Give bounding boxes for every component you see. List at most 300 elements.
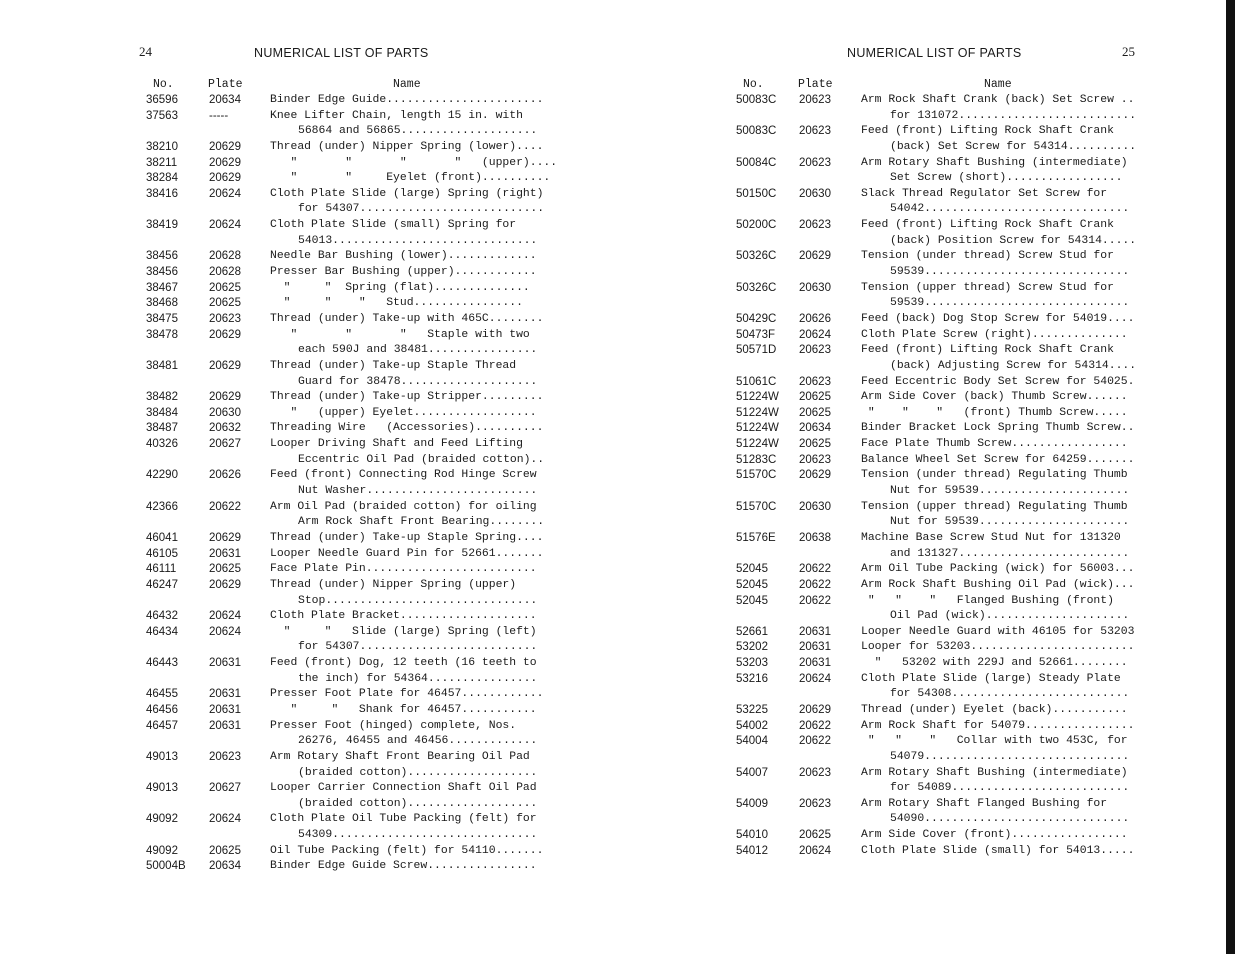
- part-row: [143, 625, 563, 641]
- part-row-continuation: [733, 547, 1153, 563]
- plate-number: 20628: [209, 250, 241, 263]
- part-name: 54090..............................: [890, 813, 1130, 826]
- part-row-continuation: [143, 828, 563, 844]
- part-row: [143, 578, 563, 594]
- plate-number: 20631: [799, 641, 831, 654]
- part-name: Thread (under) Take-up Staple Thread: [270, 359, 517, 372]
- column-header-name: Name: [393, 78, 421, 91]
- part-number: 46434: [146, 625, 178, 638]
- part-name: " " " (front) Thumb Screw.....: [861, 406, 1128, 419]
- part-name: and 131327.........................: [890, 547, 1130, 560]
- plate-number: 20622: [799, 578, 831, 591]
- part-number: 54009: [736, 797, 768, 810]
- plate-number: 20622: [799, 594, 831, 607]
- plate-number: 20622: [209, 500, 241, 513]
- part-row-continuation: [733, 687, 1153, 703]
- part-name: Presser Bar Bushing (upper)............: [270, 266, 537, 279]
- plate-number: 20630: [799, 281, 831, 294]
- part-name: Feed (front) Dog, 12 teeth (16 teeth to: [270, 657, 537, 670]
- part-row: [143, 156, 563, 172]
- part-row-continuation: [143, 672, 563, 688]
- part-row: [733, 844, 1153, 860]
- part-name: Guard for 38478....................: [298, 375, 538, 388]
- part-row: [143, 312, 563, 328]
- part-name: Cloth Plate Slide (small) for 54013.....: [861, 844, 1135, 857]
- plate-number: 20631: [209, 547, 241, 560]
- plate-number: 20627: [209, 782, 241, 795]
- plate-number: 20630: [209, 406, 241, 419]
- part-number: 54002: [736, 719, 768, 732]
- plate-number: 20625: [799, 829, 831, 842]
- part-name: Thread (under) Take-up Staple Spring....: [270, 531, 544, 544]
- plate-number: 20634: [799, 422, 831, 435]
- part-number: 38468: [146, 297, 178, 310]
- plate-number: 20624: [799, 844, 831, 857]
- part-row: [733, 531, 1153, 547]
- part-name: for 54307...........................: [298, 203, 545, 216]
- part-name: Binder Edge Guide Screw................: [270, 860, 537, 873]
- part-number: 46247: [146, 578, 178, 591]
- part-row: [143, 93, 563, 109]
- part-row: [733, 453, 1153, 469]
- part-name: " " Spring (flat)..............: [270, 281, 530, 294]
- part-number: 49013: [146, 782, 178, 795]
- part-name: Looper for 53203........................: [861, 641, 1135, 654]
- part-name: Arm Rock Shaft Crank (back) Set Screw ..: [861, 94, 1135, 106]
- part-number: 38456: [146, 266, 178, 279]
- part-row-continuation: [143, 734, 563, 750]
- part-number: 49092: [146, 844, 178, 857]
- part-number: 38482: [146, 391, 178, 404]
- plate-number: 20624: [799, 672, 831, 685]
- part-name: (back) Adjusting Screw for 54314....: [890, 359, 1137, 372]
- part-number: 53203: [736, 657, 768, 670]
- part-row-continuation: [143, 202, 563, 218]
- plate-number: 20624: [209, 813, 241, 826]
- plate-number: 20629: [209, 140, 241, 153]
- part-number: 46041: [146, 531, 178, 544]
- part-number: 50473F: [736, 328, 776, 341]
- part-number: 49013: [146, 750, 178, 763]
- part-name: 54042..............................: [890, 203, 1130, 216]
- right-page: [733, 0, 1153, 954]
- part-row: [733, 734, 1153, 750]
- part-number: 38487: [146, 422, 178, 435]
- plate-number: 20638: [799, 531, 831, 544]
- part-row: [733, 124, 1153, 140]
- plate-number: 20631: [209, 688, 241, 701]
- part-row: [733, 187, 1153, 203]
- part-number: 50326C: [736, 281, 777, 294]
- part-name: Feed (front) Lifting Rock Shaft Crank: [861, 125, 1114, 138]
- plate-number: 20623: [799, 453, 831, 466]
- part-row: [143, 296, 563, 312]
- plate-number: 20630: [799, 187, 831, 200]
- part-name: Machine Base Screw Stud Nut for 131320: [861, 531, 1121, 544]
- part-number: 50083C: [736, 125, 777, 138]
- part-row: [733, 594, 1153, 610]
- plate-number: 20632: [209, 422, 241, 435]
- part-name: Feed (front) Lifting Rock Shaft Crank: [861, 344, 1114, 357]
- plate-number: 20623: [799, 94, 831, 106]
- plate-number: -----: [209, 109, 229, 122]
- part-name: Binder Edge Guide.......................: [270, 94, 544, 106]
- part-name: Arm Rotary Shaft Flanged Bushing for: [861, 797, 1108, 810]
- part-name: Balance Wheel Set Screw for 64259.......: [861, 453, 1135, 466]
- part-row: [733, 703, 1153, 719]
- plate-number: 20629: [209, 172, 241, 185]
- plate-number: 20629: [799, 250, 831, 263]
- part-number: 53225: [736, 703, 768, 716]
- plate-number: 20623: [799, 797, 831, 810]
- part-name: Feed (back) Dog Stop Screw for 54019....: [861, 312, 1135, 325]
- part-row: [733, 343, 1153, 359]
- plate-number: 20625: [209, 563, 241, 576]
- part-name: Eccentric Oil Pad (braided cotton)..: [298, 453, 545, 466]
- part-row: [733, 672, 1153, 688]
- part-row: [733, 421, 1153, 437]
- part-name: Nut for 59539......................: [890, 516, 1130, 529]
- part-name: for 131072..........................: [890, 109, 1137, 122]
- parts-list: [733, 93, 1153, 859]
- part-number: 50200C: [736, 219, 777, 232]
- plate-number: 20623: [799, 156, 831, 169]
- part-row: [733, 281, 1153, 297]
- part-row-continuation: [733, 515, 1153, 531]
- plate-number: 20634: [209, 94, 241, 106]
- part-name: Thread (under) Eyelet (back)...........: [861, 703, 1128, 716]
- part-name: Looper Needle Guard Pin for 52661.......: [270, 547, 544, 560]
- part-row: [143, 531, 563, 547]
- part-name: Thread (under) Take-up with 465C........: [270, 312, 544, 325]
- part-number: 54007: [736, 766, 768, 779]
- page-number: 24: [139, 44, 152, 59]
- part-row-continuation: [733, 234, 1153, 250]
- column-header-name: Name: [984, 78, 1012, 91]
- part-row: [143, 547, 563, 563]
- part-number: 42366: [146, 500, 178, 513]
- part-row: [733, 375, 1153, 391]
- part-number: 46111: [146, 563, 177, 576]
- part-name: " " " Collar with two 453C, for: [861, 735, 1128, 748]
- part-row: [733, 640, 1153, 656]
- part-number: 51224W: [736, 391, 779, 404]
- part-name: Oil Tube Packing (felt) for 54110.......: [270, 844, 544, 857]
- plate-number: 20622: [799, 735, 831, 748]
- part-name: Arm Rock Shaft Front Bearing........: [298, 516, 545, 529]
- part-row: [733, 468, 1153, 484]
- plate-number: 20623: [799, 766, 831, 779]
- part-name: Threading Wire (Accessories)..........: [270, 422, 544, 435]
- part-name: 54079..............................: [890, 750, 1130, 763]
- part-row: [143, 281, 563, 297]
- part-row: [733, 390, 1153, 406]
- part-name: Arm Rock Shaft for 54079................: [861, 719, 1135, 732]
- part-number: 50571D: [736, 344, 777, 357]
- part-row: [733, 93, 1153, 109]
- part-name: Cloth Plate Oil Tube Packing (felt) for: [270, 813, 537, 826]
- part-number: 38211: [146, 156, 178, 169]
- part-name: Feed (front) Lifting Rock Shaft Crank: [861, 219, 1114, 232]
- part-number: 51061C: [736, 375, 777, 388]
- plate-number: 20627: [209, 438, 241, 451]
- part-name: (back) Set Screw for 54314..........: [890, 140, 1137, 153]
- part-row: [143, 171, 563, 187]
- part-number: 52045: [736, 578, 768, 591]
- part-row: [143, 500, 563, 516]
- part-row: [143, 437, 563, 453]
- plate-number: 20629: [209, 391, 241, 404]
- book-spine-edge: [1226, 0, 1235, 954]
- part-name: Thread (under) Nipper Spring (upper): [270, 578, 517, 591]
- part-row-continuation: [143, 515, 563, 531]
- part-row: [733, 312, 1153, 328]
- part-name: for 54307..........................: [298, 641, 538, 654]
- part-number: 46457: [146, 719, 178, 732]
- part-number: 38210: [146, 140, 178, 153]
- part-name: Cloth Plate Slide (large) Steady Plate: [861, 672, 1121, 685]
- part-name: Binder Bracket Lock Spring Thumb Screw..: [861, 422, 1135, 435]
- part-name: (back) Position Screw for 54314.....: [890, 234, 1137, 247]
- part-row: [143, 812, 563, 828]
- plate-number: 20625: [209, 281, 241, 294]
- part-name: 56864 and 56865....................: [298, 125, 538, 138]
- part-number: 46432: [146, 610, 178, 623]
- part-number: 49092: [146, 813, 178, 826]
- part-row: [733, 766, 1153, 782]
- part-number: 51224W: [736, 438, 779, 451]
- part-number: 50326C: [736, 250, 777, 263]
- plate-number: 20625: [799, 406, 831, 419]
- part-number: 46105: [146, 547, 178, 560]
- part-name: " " " Flanged Bushing (front): [861, 594, 1114, 607]
- part-name: Arm Oil Pad (braided cotton) for oiling: [270, 500, 537, 513]
- plate-number: 20631: [209, 703, 241, 716]
- part-row-continuation: [733, 171, 1153, 187]
- part-name: 59539..............................: [890, 266, 1130, 279]
- plate-number: 20625: [799, 391, 831, 404]
- part-row: [733, 328, 1153, 344]
- plate-number: 20623: [209, 312, 241, 325]
- plate-number: 20629: [209, 578, 241, 591]
- part-name: Cloth Plate Screw (right)..............: [861, 328, 1128, 341]
- page-number: 25: [1122, 44, 1135, 59]
- part-name: each 590J and 38481................: [298, 344, 538, 357]
- part-number: 38484: [146, 406, 178, 419]
- part-name: " " Slide (large) Spring (left): [270, 625, 537, 638]
- part-name: Arm Oil Tube Packing (wick) for 56003...: [861, 563, 1135, 576]
- part-row: [143, 265, 563, 281]
- part-name: Arm Side Cover (back) Thumb Screw......: [861, 391, 1128, 404]
- part-row-continuation: [143, 375, 563, 391]
- column-header-plate: Plate: [798, 78, 833, 91]
- plate-number: 20629: [799, 703, 831, 716]
- plate-number: 20629: [209, 531, 241, 544]
- part-name: (braided cotton)...................: [298, 797, 538, 810]
- part-row-continuation: [143, 594, 563, 610]
- part-row-continuation: [733, 781, 1153, 797]
- part-row-continuation: [143, 124, 563, 140]
- part-name: Feed (front) Connecting Rod Hinge Screw: [270, 469, 537, 482]
- column-header-no: No.: [743, 78, 764, 91]
- part-number: 42290: [146, 469, 178, 482]
- part-name: Knee Lifter Chain, length 15 in. with: [270, 109, 523, 122]
- part-row-continuation: [733, 484, 1153, 500]
- part-row: [143, 140, 563, 156]
- part-row-continuation: [143, 766, 563, 782]
- part-number: 51570C: [736, 500, 777, 513]
- part-number: 54004: [736, 735, 768, 748]
- part-number: 53202: [736, 641, 768, 654]
- part-number: 38467: [146, 281, 178, 294]
- part-number: 53216: [736, 672, 768, 685]
- part-name: (braided cotton)...................: [298, 766, 538, 779]
- plate-number: 20631: [209, 719, 241, 732]
- part-row: [733, 625, 1153, 641]
- part-number: 54010: [736, 829, 768, 842]
- part-name: Feed Eccentric Body Set Screw for 54025.: [861, 375, 1135, 388]
- part-name: Face Plate Thumb Screw.................: [861, 438, 1128, 451]
- part-number: 51224W: [736, 406, 779, 419]
- part-name: Tension (upper thread) Screw Stud for: [861, 281, 1114, 294]
- plate-number: 20623: [209, 750, 241, 763]
- part-name: Set Screw (short).................: [890, 172, 1123, 185]
- plate-number: 20625: [209, 844, 241, 857]
- part-name: 54013..............................: [298, 234, 538, 247]
- part-number: 38284: [146, 172, 178, 185]
- part-row-continuation: [733, 140, 1153, 156]
- part-row: [733, 656, 1153, 672]
- part-number: 51576E: [736, 531, 776, 544]
- part-row-continuation: [143, 484, 563, 500]
- part-row: [733, 562, 1153, 578]
- part-row: [733, 797, 1153, 813]
- part-number: 38416: [146, 187, 178, 200]
- plate-number: 20624: [209, 187, 241, 200]
- part-name: Stop...............................: [298, 594, 538, 607]
- part-name: " " " Staple with two: [270, 328, 530, 341]
- plate-number: 20628: [209, 266, 241, 279]
- part-row-continuation: [733, 359, 1153, 375]
- part-row-continuation: [733, 609, 1153, 625]
- part-row: [143, 656, 563, 672]
- part-number: 38481: [146, 359, 178, 372]
- part-row: [733, 218, 1153, 234]
- part-number: 46455: [146, 688, 178, 701]
- column-header-no: No.: [153, 78, 174, 91]
- part-row: [143, 406, 563, 422]
- part-row: [143, 781, 563, 797]
- part-name: for 54089..........................: [890, 782, 1130, 795]
- part-row: [143, 359, 563, 375]
- part-number: 50084C: [736, 156, 777, 169]
- part-name: Looper Carrier Connection Shaft Oil Pad: [270, 782, 537, 795]
- part-number: 40326: [146, 438, 178, 451]
- plate-number: 20623: [799, 219, 831, 232]
- part-row: [143, 218, 563, 234]
- part-name: Arm Rotary Shaft Bushing (intermediate): [861, 766, 1128, 779]
- part-row-continuation: [143, 343, 563, 359]
- part-row: [143, 859, 563, 875]
- page-title: NUMERICAL LIST OF PARTS: [847, 46, 1022, 60]
- plate-number: 20629: [209, 328, 241, 341]
- plate-number: 20629: [209, 156, 241, 169]
- part-name: the inch) for 54364................: [298, 672, 538, 685]
- part-name: Slack Thread Regulator Set Screw for: [861, 187, 1108, 200]
- part-row: [143, 562, 563, 578]
- plate-number: 20625: [799, 438, 831, 451]
- part-name: for 54308..........................: [890, 688, 1130, 701]
- part-row: [143, 703, 563, 719]
- part-name: Cloth Plate Bracket....................: [270, 610, 537, 623]
- part-name: Needle Bar Bushing (lower).............: [270, 250, 537, 263]
- part-number: 36596: [146, 94, 178, 106]
- part-row: [733, 406, 1153, 422]
- part-number: 46443: [146, 657, 178, 670]
- part-number: 51283C: [736, 453, 777, 466]
- part-row: [143, 687, 563, 703]
- part-name: Looper Driving Shaft and Feed Lifting: [270, 438, 523, 451]
- part-row-continuation: [143, 453, 563, 469]
- part-name: Arm Rotary Shaft Bushing (intermediate): [861, 156, 1128, 169]
- plate-number: 20629: [209, 359, 241, 372]
- part-number: 52045: [736, 563, 768, 576]
- column-header-plate: Plate: [208, 78, 243, 91]
- plate-number: 20622: [799, 563, 831, 576]
- part-row-continuation: [143, 234, 563, 250]
- part-name: Cloth Plate Slide (small) Spring for: [270, 219, 517, 232]
- part-name: 54309..............................: [298, 829, 538, 842]
- plate-number: 20626: [799, 312, 831, 325]
- part-row: [143, 249, 563, 265]
- part-name: Tension (under thread) Screw Stud for: [861, 250, 1114, 263]
- part-name: " (upper) Eyelet..................: [270, 406, 537, 419]
- plate-number: 20624: [799, 328, 831, 341]
- part-row: [733, 828, 1153, 844]
- part-name: Arm Side Cover (front).................: [861, 829, 1128, 842]
- part-row-continuation: [143, 797, 563, 813]
- part-name: Thread (under) Take-up Stripper.........: [270, 391, 544, 404]
- plate-number: 20623: [799, 125, 831, 138]
- part-name: Arm Rock Shaft Bushing Oil Pad (wick)...: [861, 578, 1135, 591]
- part-name: Nut for 59539......................: [890, 485, 1130, 498]
- part-name: Thread (under) Nipper Spring (lower)....: [270, 140, 544, 153]
- part-number: 54012: [736, 844, 768, 857]
- part-number: 51570C: [736, 469, 777, 482]
- plate-number: 20631: [209, 657, 241, 670]
- part-name: 59539..............................: [890, 297, 1130, 310]
- part-name: Arm Rotary Shaft Front Bearing Oil Pad: [270, 750, 530, 763]
- part-number: 50150C: [736, 187, 777, 200]
- part-number: 37563: [146, 109, 178, 122]
- part-name: " 53202 with 229J and 52661........: [861, 657, 1128, 670]
- part-name: Tension (upper thread) Regulating Thumb: [861, 500, 1128, 513]
- plate-number: 20631: [799, 625, 831, 638]
- part-row: [143, 421, 563, 437]
- part-row: [143, 390, 563, 406]
- part-name: 26276, 46455 and 46456.............: [298, 735, 538, 748]
- part-row-continuation: [143, 640, 563, 656]
- part-number: 52661: [736, 625, 768, 638]
- part-row: [143, 750, 563, 766]
- part-name: Nut Washer.........................: [298, 485, 538, 498]
- plate-number: 20630: [799, 500, 831, 513]
- part-number: 38478: [146, 328, 178, 341]
- part-number: 52045: [736, 594, 768, 607]
- part-row: [143, 328, 563, 344]
- plate-number: 20623: [799, 375, 831, 388]
- part-row: [733, 719, 1153, 735]
